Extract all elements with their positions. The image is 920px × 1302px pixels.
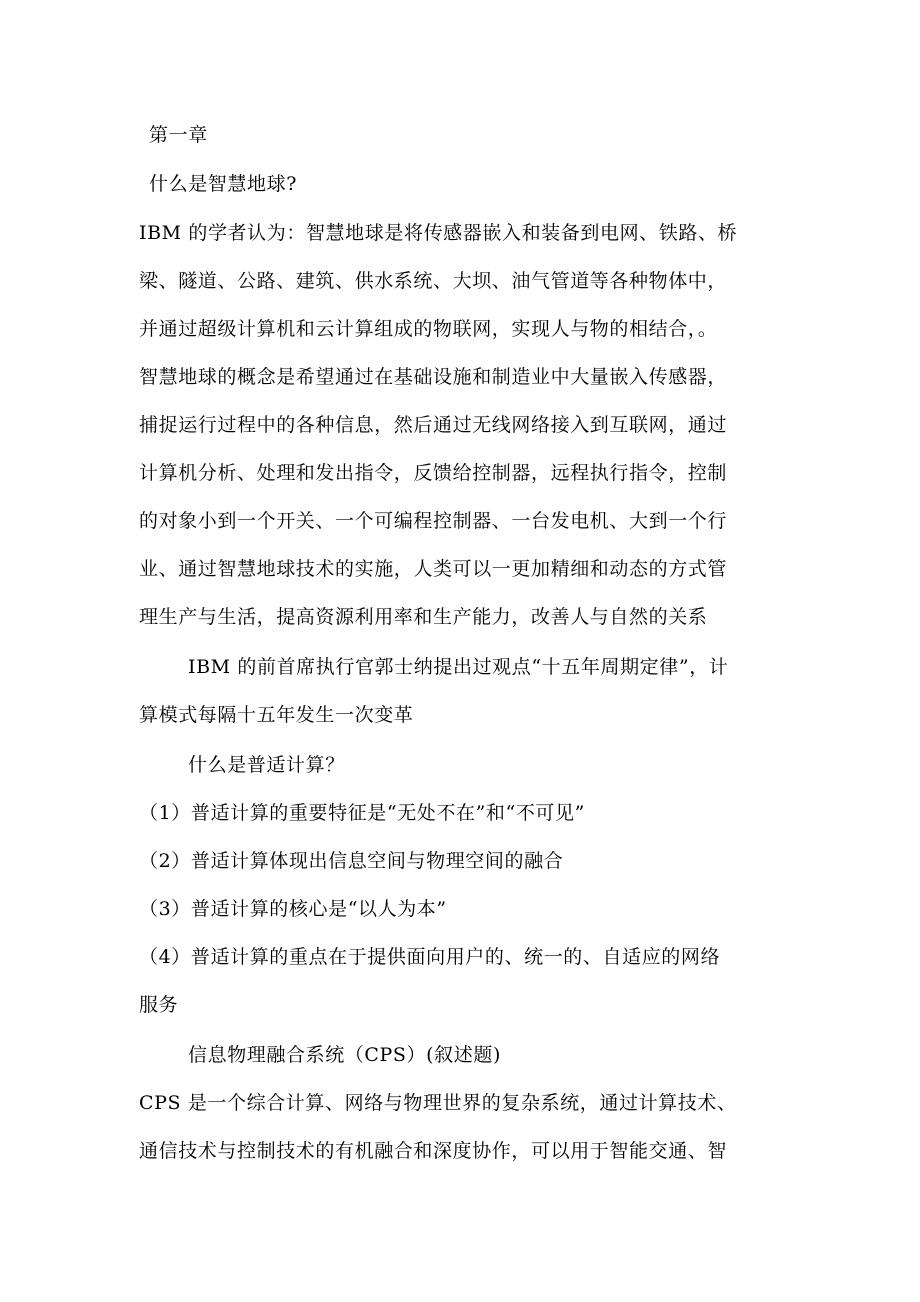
- para1-line: 理生产与生活，提高资源利用率和生产能力，改善人与自然的关系: [139, 606, 708, 628]
- list-item: （4）普适计算的重点在于提供面向用户的、统一的、自适应的网络: [139, 946, 721, 968]
- para2-line: 算模式每隔十五年发生一次变革: [139, 704, 414, 726]
- para2-line: IBM 的前首席执行官郭士纳提出过观点“十五年周期定律”，计: [188, 656, 729, 678]
- list-item: （1）普适计算的重要特征是“无处不在”和“不可见”: [139, 802, 585, 824]
- section-heading: 什么是智慧地球?: [149, 173, 297, 195]
- para1-line: 的对象小到一个开关、一个可编程控制器、一台发电机、大到一个行: [139, 510, 728, 532]
- list-item: 服务: [139, 994, 179, 1016]
- list-item: （2）普适计算体现出信息空间与物理空间的融合: [139, 850, 564, 872]
- cps-para-line: 通信技术与控制技术的有机融合和深度协作，可以用于智能交通、智: [139, 1140, 728, 1162]
- para1-line: 智慧地球的概念是希望通过在基础设施和制造业中大量嵌入传感器，: [139, 366, 728, 388]
- question-heading: 什么是普适计算？: [188, 754, 345, 776]
- para1-line: 捕捉运行过程中的各种信息，然后通过无线网络接入到互联网，通过: [139, 414, 728, 436]
- para1-line: IBM 的学者认为：智慧地球是将传感器嵌入和装备到电网、铁路、桥: [139, 222, 738, 244]
- cps-para-line: CPS 是一个综合计算、网络与物理世界的复杂系统，通过计算技术、: [139, 1092, 737, 1114]
- para1-line: 梁、隧道、公路、建筑、供水系统、大坝、油气管道等各种物体中，: [139, 270, 728, 292]
- para1-line: 并通过超级计算机和云计算组成的物联网，实现人与物的相结合，。: [139, 318, 718, 340]
- list-item: （3）普适计算的核心是“以人为本”: [139, 898, 447, 920]
- para1-line: 计算机分析、处理和发出指令，反馈给控制器，远程执行指令，控制: [139, 462, 728, 484]
- para1-line: 业、通过智慧地球技术的实施，人类可以一更加精细和动态的方式管: [139, 558, 728, 580]
- cps-heading: 信息物理融合系统（CPS）(叙述题): [188, 1044, 501, 1066]
- chapter-title: 第一章: [149, 124, 208, 146]
